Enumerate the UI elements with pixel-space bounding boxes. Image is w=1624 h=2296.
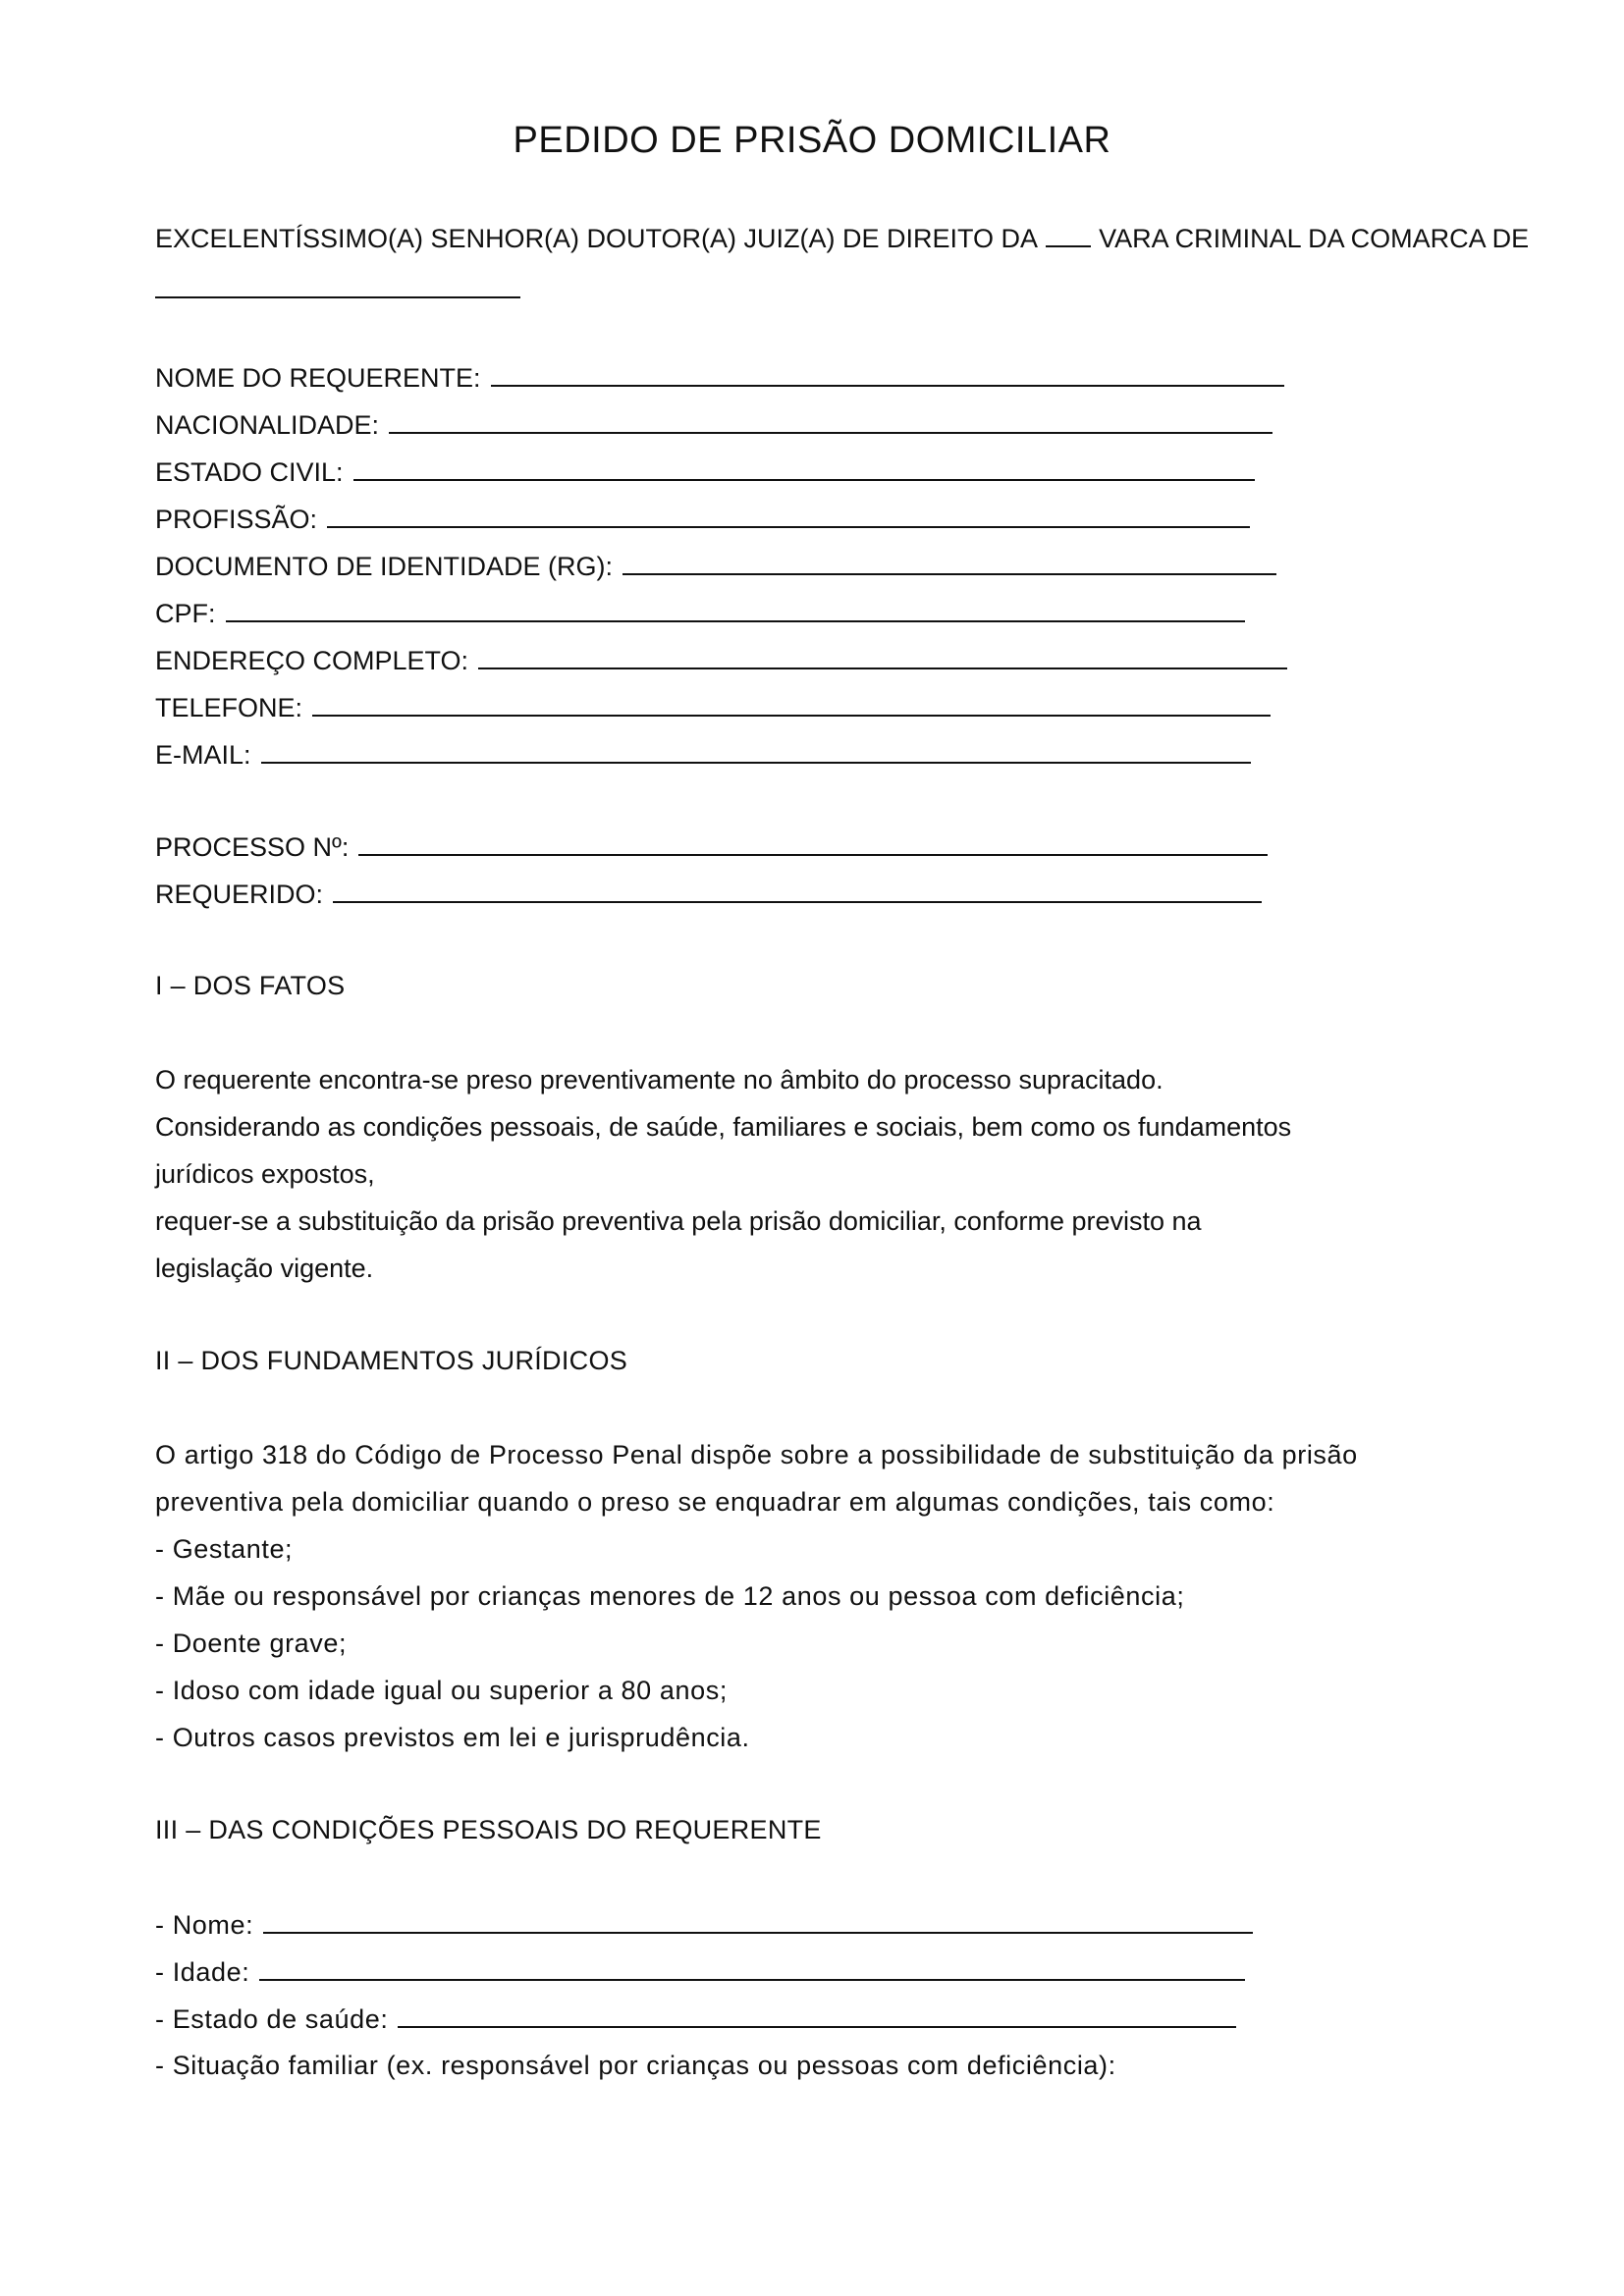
field-label: CPF: [155, 599, 216, 628]
field-blank[interactable] [353, 454, 1255, 481]
vara-number-blank[interactable] [1046, 220, 1091, 247]
field-blank[interactable] [261, 736, 1251, 764]
field-label: ENDEREÇO COMPLETO: [155, 646, 469, 675]
paragraph-line: O requerente encontra-se preso preventivamente no âmbito do processo supracitado. [155, 1065, 1164, 1095]
address-prefix: EXCELENTÍSSIMO(A) SENHOR(A) DOUTOR(A) JUIZ(A) DE DIREITO DA [155, 224, 1039, 253]
field-label: - Nome: [155, 1910, 254, 1940]
field-label: REQUERIDO: [155, 880, 324, 909]
field-label: ESTADO CIVIL: [155, 457, 344, 487]
list-item: - Idoso com idade igual ou superior a 80 anos; [155, 1676, 728, 1705]
field-blank[interactable] [259, 1953, 1245, 1981]
paragraph-line: O artigo 318 do Código de Processo Penal dispõe sobre a possibilidade de substituição da prisão [155, 1440, 1358, 1469]
field-label: TELEFONE: [155, 693, 303, 722]
field-blank[interactable] [389, 406, 1272, 434]
paragraph-line: preventiva pela domiciliar quando o preso se enquadrar em algumas condições, tais como: [155, 1487, 1275, 1517]
section-heading-fundamentos: II – DOS FUNDAMENTOS JURÍDICOS [155, 1346, 628, 1375]
field-blank[interactable] [478, 642, 1287, 669]
list-item: - Outros casos previstos em lei e jurisprudência. [155, 1723, 750, 1752]
field-label: NOME DO REQUERENTE: [155, 363, 481, 393]
field-blank[interactable] [312, 689, 1271, 717]
field-nome-requerente [155, 359, 1284, 396]
field-nacionalidade [155, 406, 1272, 443]
field-telefone [155, 689, 1271, 725]
field-estado-saude [155, 2001, 1236, 2037]
section-heading-fatos: I – DOS FATOS [155, 971, 346, 1000]
field-endereco [155, 642, 1287, 678]
field-blank[interactable] [327, 501, 1250, 528]
paragraph-line: Considerando as condições pessoais, de saúde, familiares e sociais, bem como os fundamentos [155, 1112, 1292, 1142]
comarca-blank[interactable] [155, 271, 520, 298]
field-rg [155, 548, 1276, 584]
field-label: PROCESSO Nº: [155, 832, 350, 862]
paragraph-line: legislação vigente. [155, 1254, 374, 1283]
field-estado-civil [155, 454, 1255, 490]
field-label: - Estado de saúde: [155, 2004, 389, 2034]
field-blank[interactable] [491, 359, 1284, 387]
field-label: NACIONALIDADE: [155, 410, 380, 440]
list-item: - Gestante; [155, 1534, 294, 1564]
list-item: - Doente grave; [155, 1629, 348, 1658]
address-suffix: VARA CRIMINAL DA COMARCA DE [1099, 224, 1530, 253]
field-blank[interactable] [358, 828, 1268, 856]
paragraph-line: requer-se a substituição da prisão preventiva pela prisão domiciliar, conforme previsto na [155, 1206, 1202, 1236]
paragraph-line: jurídicos expostos, [155, 1159, 375, 1189]
field-cpf [155, 595, 1245, 631]
field-situacao-familiar: - Situação familiar (ex. responsável por crianças ou pessoas com deficiência): [155, 2051, 1116, 2080]
field-label: PROFISSÃO: [155, 505, 318, 534]
document-title: PEDIDO DE PRISÃO DOMICILIAR [513, 120, 1111, 161]
section-heading-condicoes: III – DAS CONDIÇÕES PESSOAIS DO REQUERENTE [155, 1815, 822, 1844]
field-blank[interactable] [623, 548, 1276, 575]
field-label: DOCUMENTO DE IDENTIDADE (RG): [155, 552, 614, 581]
field-nome [155, 1906, 1253, 1943]
field-profissao [155, 501, 1250, 537]
field-blank[interactable] [263, 1906, 1253, 1934]
field-requerido [155, 876, 1262, 912]
field-label: - Idade: [155, 1957, 250, 1987]
field-blank[interactable] [226, 595, 1245, 622]
field-blank[interactable] [333, 876, 1262, 903]
document-page [155, 0, 1598, 2296]
comarca-line [155, 271, 520, 307]
address-line [155, 220, 1529, 256]
field-idade [155, 1953, 1245, 1990]
field-email [155, 736, 1251, 773]
field-label: E-MAIL: [155, 740, 251, 770]
field-processo [155, 828, 1268, 865]
list-item: - Mãe ou responsável por crianças menores de 12 anos ou pessoa com deficiência; [155, 1581, 1185, 1611]
field-blank[interactable] [398, 2001, 1236, 2028]
